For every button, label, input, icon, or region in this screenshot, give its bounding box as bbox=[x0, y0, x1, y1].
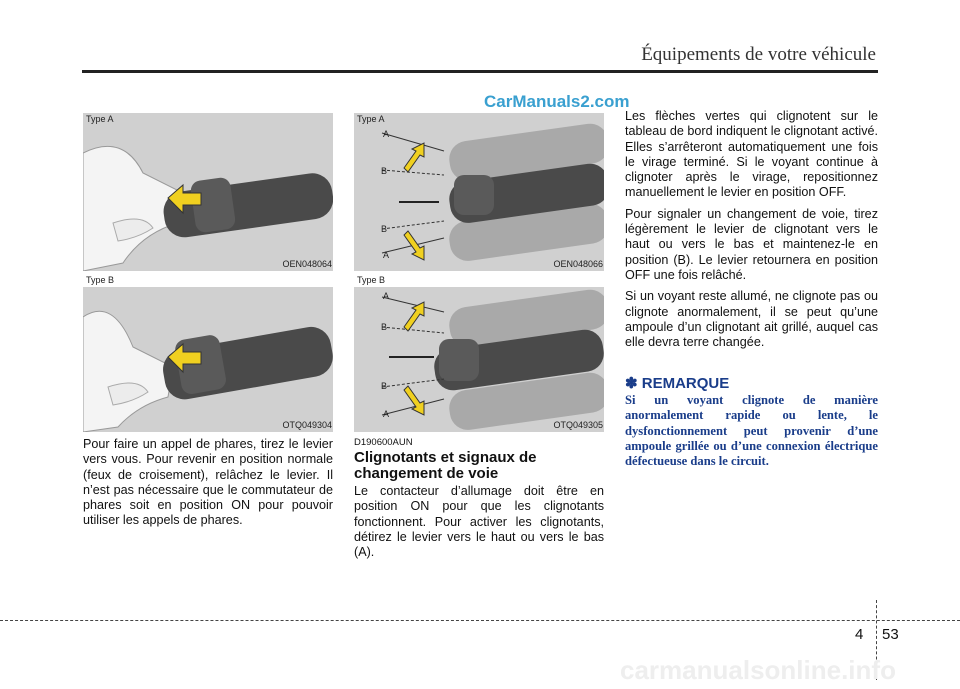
figure-3-type-label: Type A bbox=[357, 114, 385, 124]
section-code: D190600AUN bbox=[354, 437, 413, 448]
paragraph-green-arrows: Les flèches vertes qui clignotent sur le tableau de bord indiquent le clignotant activé. Elles s’arrêteront automatiquement une fois le virage terminé. Si le voyant continue à clignoter après le virage, repositionnez manuellement le levier en position OFF. bbox=[625, 109, 878, 200]
paragraph-lane-change: Pour signaler un changement de voie, tirez légèrement le levier de clignotant vers le haut ou vers le bas et maintenez-le en position (B). Le levier retournera en position OFF une fois relâché. bbox=[625, 206, 878, 282]
chapter-number: 4 bbox=[855, 626, 864, 643]
figure-turn-signal-type-b bbox=[354, 287, 604, 432]
chapter-title: Équipements de votre véhicule bbox=[641, 44, 876, 65]
lever-mark-b: B bbox=[381, 166, 388, 176]
lever-mark-a: A bbox=[383, 129, 390, 139]
figure-3-code: OEN048066 bbox=[553, 259, 603, 269]
figure-1-type-label: Type A bbox=[86, 114, 114, 124]
figure-headlight-flash-type-a bbox=[83, 113, 333, 271]
page-number: 53 bbox=[882, 626, 899, 643]
footer-dashed-rule bbox=[0, 620, 960, 621]
note-title: ✽ REMARQUE bbox=[625, 375, 730, 392]
watermark-top[interactable]: CarManuals2.com bbox=[484, 92, 630, 111]
lever-mark-a: A bbox=[383, 409, 390, 419]
figure-2-code: OTQ049304 bbox=[282, 420, 332, 430]
watermark-bottom[interactable]: carmanualsonline.info bbox=[620, 655, 896, 685]
lever-mark-b: B bbox=[381, 224, 388, 234]
column-3-text bbox=[625, 109, 878, 356]
figure-4-code: OTQ049305 bbox=[553, 420, 603, 430]
lever-mark-b: B bbox=[381, 381, 388, 391]
figure-turn-signal-type-a bbox=[354, 113, 604, 271]
turn-signal-text: Le contacteur d’allumage doit être en position ON pour que les clignotants fonctionnent. Pour activer les clignotants, détirez le levier vers le haut ou vers le bas (A). bbox=[354, 484, 604, 560]
paragraph-bulb-failure: Si un voyant reste allumé, ne clignote pas ou clignote anormalement, il se peut qu’une ampoule d’un clignotant ait grillé, auquel cas elle devra terre changée. bbox=[625, 289, 878, 350]
section-title: Clignotants et signaux de changement de voie bbox=[354, 449, 537, 482]
lever-mark-b: B bbox=[381, 322, 388, 332]
figure-2-type-label: Type B bbox=[86, 275, 115, 285]
lever-mark-a: A bbox=[383, 250, 390, 260]
figure-1-code: OEN048064 bbox=[282, 259, 332, 269]
note-text: Si un voyant clignote de manière anormalement rapide ou lente, le dysfonctionnement peut provenir d’une ampoule grillée ou d’une connexion électrique défectueuse dans le circuit. bbox=[625, 393, 878, 469]
lever-mark-a: A bbox=[383, 291, 390, 301]
figure-headlight-flash-type-b bbox=[83, 287, 333, 432]
figure-4-type-label: Type B bbox=[357, 275, 386, 285]
header-rule bbox=[82, 70, 878, 73]
headlight-flash-text: Pour faire un appel de phares, tirez le levier vers vous. Pour revenir en position normale (feux de croisement), relâchez le levier. Il n’est pas nécessaire que le commutateur de phares soit en position ON pour pouvoir utiliser les appels de phares. bbox=[83, 437, 333, 528]
